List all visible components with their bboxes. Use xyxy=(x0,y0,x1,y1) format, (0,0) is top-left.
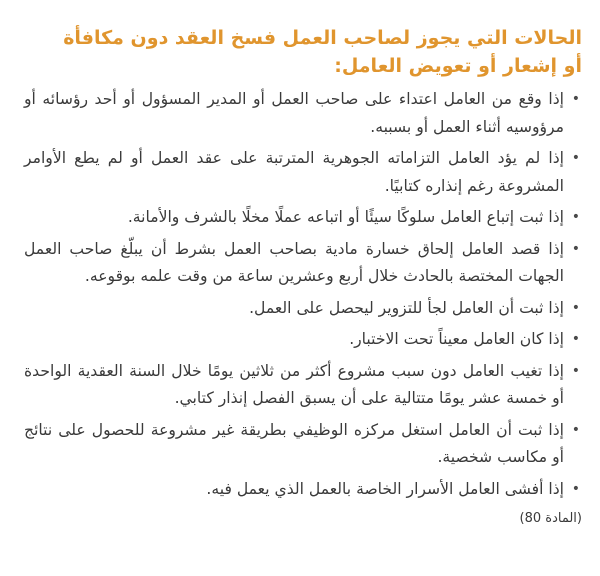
list-item-text: إذا تغيب العامل دون سبب مشروع أكثر من ثلاثين يومًا خلال السنة العقدية الواحدة أو خمسة عشر يومًا متتالية على أن يسبق الفصل إنذار كتابي. xyxy=(24,361,564,407)
bullet-icon: • xyxy=(571,480,580,497)
list-item xyxy=(24,236,582,291)
list-item-text: إذا قصد العامل إلحاق خسارة مادية بصاحب العمل بشرط أن يبلّغ صاحب العمل الجهات المختصة بالحادث خلال أربع وعشرين ساعة من وقت علمه بوقوعه. xyxy=(24,239,564,285)
bullet-icon: • xyxy=(571,209,580,225)
list-item xyxy=(24,86,582,141)
list-item xyxy=(24,326,582,354)
title-line-2: أو إشعار أو تعويض العامل: xyxy=(334,55,582,77)
list-item-text: إذا لم يؤد العامل التزاماته الجوهرية المترتبة على عقد العمل أو لم يطع الأوامر المشروعة رغم إنذاره كتابيًا. xyxy=(24,149,564,195)
bullet-icon: • xyxy=(571,299,580,316)
list-item-text: إذا كان العامل معيناً تحت الاختبار. xyxy=(349,330,564,348)
list-item xyxy=(24,295,582,323)
bullet-icon: • xyxy=(571,421,580,438)
list-item xyxy=(24,204,582,232)
list-item xyxy=(24,358,582,413)
list-item-text: إذا أفشى العامل الأسرار الخاصة بالعمل الذي يعمل فيه. xyxy=(206,479,564,498)
list-item xyxy=(24,417,582,472)
bullet-icon: • xyxy=(571,362,580,379)
list-item xyxy=(24,476,582,504)
list-item-text: إذا وقع من العامل اعتداء على صاحب العمل أو المدير المسؤول أو أحد رؤسائه أو مرؤوسيه أثناء العمل أو بسببه. xyxy=(24,90,564,136)
cases-list xyxy=(24,86,582,503)
list-item-text: إذا ثبت أن العامل لجأ للتزوير ليحصل على العمل. xyxy=(249,298,564,317)
list-item-text: إذا ثبت إتباع العامل سلوكًا سيئًا أو اتباعه عملًا مخلًا بالشرف والأمانة. xyxy=(127,208,564,226)
bullet-icon: • xyxy=(571,150,580,166)
page-title xyxy=(24,24,582,80)
article-reference: (المادة 80) xyxy=(519,511,582,526)
list-item xyxy=(24,145,582,200)
bullet-icon: • xyxy=(571,331,580,347)
bullet-icon: • xyxy=(571,91,580,107)
title-line-1: الحالات التي يجوز لصاحب العمل فسخ العقد دون مكافأة xyxy=(63,27,582,49)
list-item-text: إذا ثبت أن العامل استغل مركزه الوظيفي بطريقة غير مشروعة للحصول على نتائج أو مكاسب شخصية. xyxy=(24,420,564,466)
bullet-icon: • xyxy=(571,240,580,257)
